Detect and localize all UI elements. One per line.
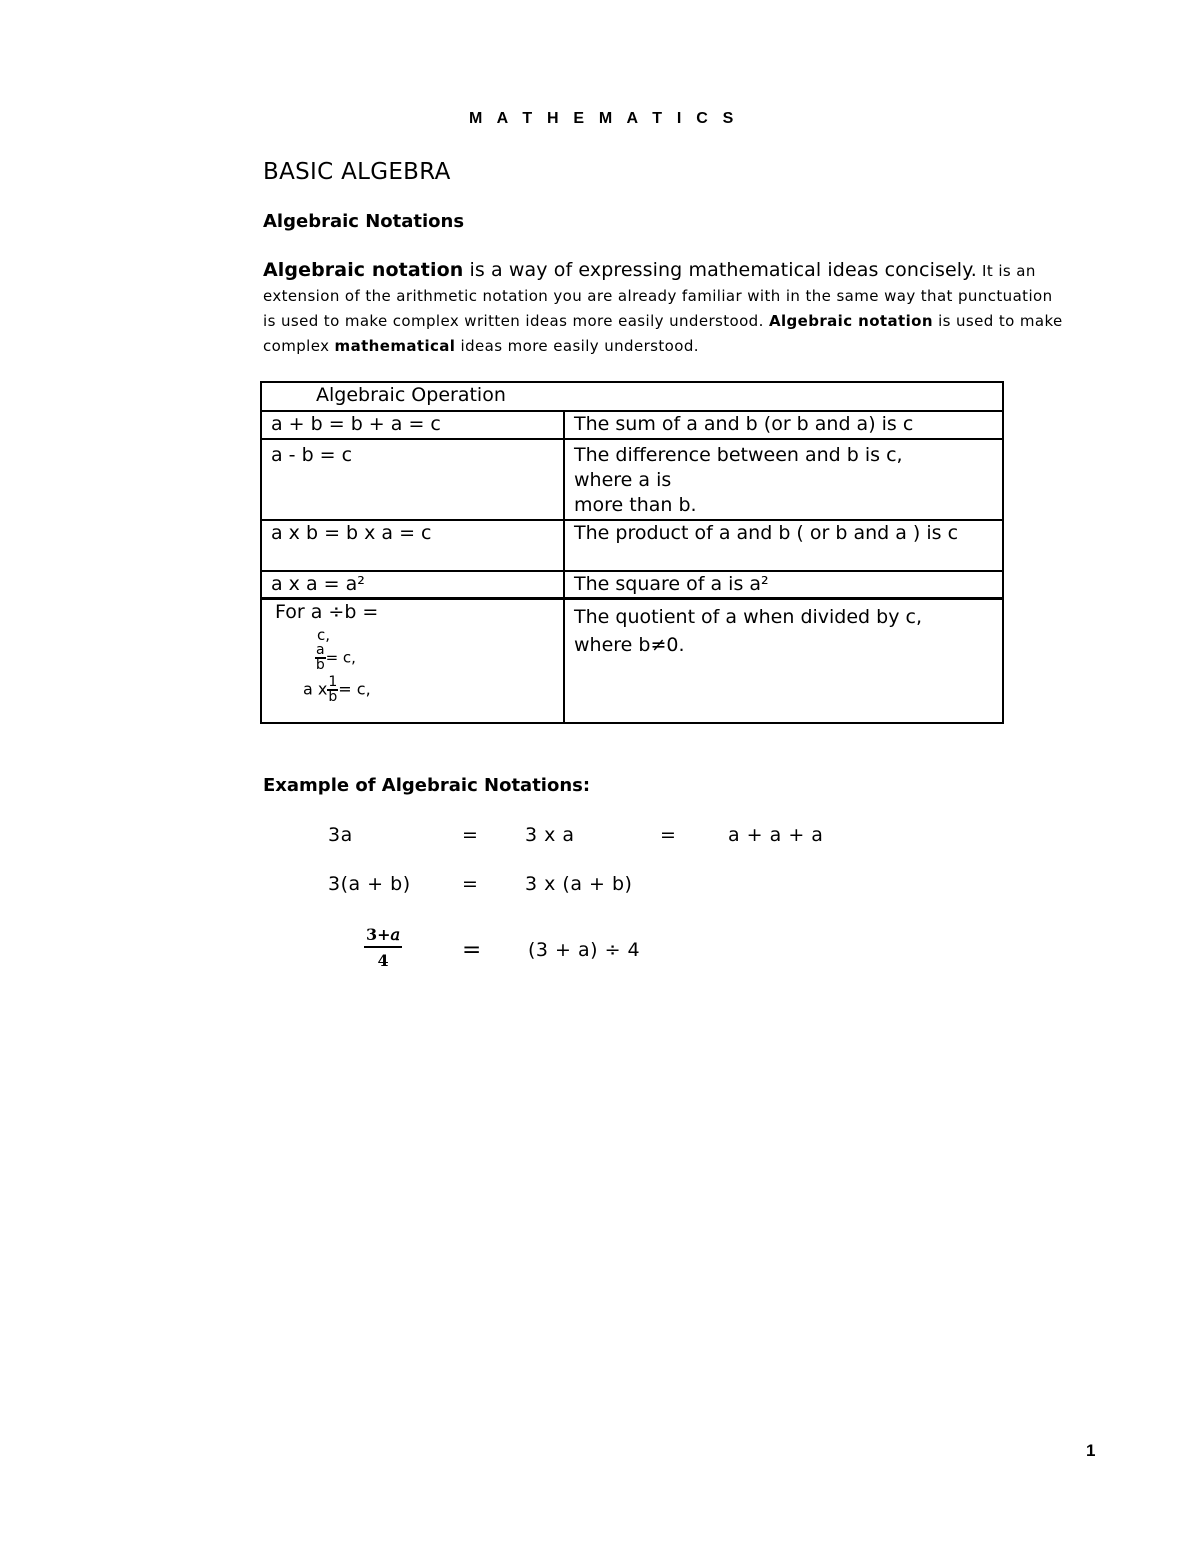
example2-equals: = <box>462 873 479 895</box>
example3-rhs: (3 + a) ÷ 4 <box>528 939 641 961</box>
desc-line: The quotient of a when divided by c, <box>574 606 922 628</box>
table-row <box>261 520 1003 571</box>
example2-lhs: 3(a + b) <box>328 873 411 895</box>
table-header: Algebraic Operation <box>261 382 1003 411</box>
intro-lead: is a way of expressing mathematical ideas concisely. <box>463 259 977 281</box>
division-line1: For a ÷b = <box>275 601 379 623</box>
op-cell: a - b = c <box>261 439 564 520</box>
example-heading: Example of Algebraic Notations: <box>263 775 591 796</box>
division-line3: $\frac{a}{b}$ = c, <box>315 642 356 673</box>
example1-equals1: = <box>462 824 479 846</box>
example1-lhs: 3a <box>328 824 353 846</box>
example2-rhs: 3 x (a + b) <box>525 873 633 895</box>
desc-cell: The square of a is a² <box>564 571 1003 599</box>
example1-mid: 3 x a <box>525 824 575 846</box>
desc-cell <box>564 599 1003 724</box>
example3-fraction <box>364 925 402 970</box>
section-heading: Algebraic Notations <box>263 211 465 232</box>
desc-line: The difference between and b is c, <box>574 444 903 466</box>
op-cell: a x a = a² <box>261 571 564 599</box>
page-number: 1 <box>1086 1441 1096 1460</box>
page-title: BASIC ALGEBRA <box>263 159 451 185</box>
fraction-numerator: 3+𝑎 <box>364 925 402 948</box>
example1-rhs: a + a + a <box>728 824 824 846</box>
desc-line: where a is <box>574 469 672 491</box>
subject-header: M A T H E M A T I C S <box>469 110 739 127</box>
intro-term2: Algebraic notation <box>768 312 933 330</box>
op-cell: a + b = b + a = c <box>261 411 564 439</box>
desc-cell <box>564 439 1003 520</box>
desc-cell: The sum of a and b (or b and a) is c <box>564 411 1003 439</box>
intro-rest3: ideas more easily understood. <box>455 337 699 355</box>
intro-term3: mathematical <box>334 337 456 355</box>
desc-cell: The product of a and b ( or b and a ) is c <box>564 520 1003 571</box>
fraction-denominator: 4 <box>377 951 389 970</box>
intro-paragraph <box>263 258 1063 359</box>
table-row <box>261 571 1003 599</box>
intro-rest2: is used to make complex <box>263 312 1063 355</box>
operations-table <box>260 381 1004 724</box>
desc-line: where b≠0. <box>574 634 685 656</box>
intro-term: Algebraic notation <box>263 259 464 281</box>
op-cell: a x b = b x a = c <box>261 520 564 571</box>
fraction-a-over-b: $\frac{a}{b}$ <box>315 642 325 673</box>
division-line4: a x $\frac{1}{b}$ = c, <box>303 674 371 705</box>
op-cell <box>261 599 564 724</box>
division-line2: c, <box>317 626 331 644</box>
table-row <box>261 439 1003 520</box>
intro-rest1: It is an extension of the arithmetic notation you are already familiar with in the same way that punctuation is used to make complex written ideas more easily understood. <box>263 262 1053 330</box>
table-row <box>261 599 1003 724</box>
fraction-1-over-b: $\frac{1}{b}$ <box>328 674 338 705</box>
example1-equals2: = <box>660 824 677 846</box>
desc-line: more than b. <box>574 494 697 516</box>
table-row <box>261 411 1003 439</box>
example3-equals: = <box>462 937 482 963</box>
